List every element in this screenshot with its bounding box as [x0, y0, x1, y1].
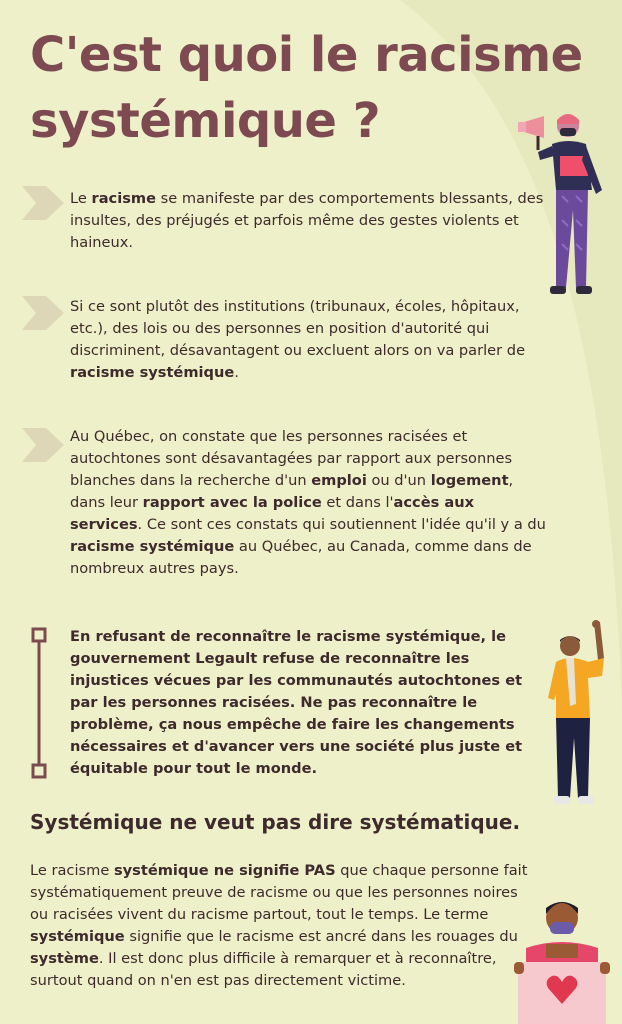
text-run: . Il est donc plus difficile à remarquer et à reconnaître, surtout quand on n'en est pas directement victime. — [30, 950, 497, 989]
person-megaphone-illustration — [516, 110, 608, 302]
person-raised-fist-illustration — [540, 618, 612, 810]
section-subtitle: Systémique ne veut pas dire systématique. — [30, 810, 521, 834]
text-run: Le — [70, 190, 92, 207]
text-run: . — [234, 364, 239, 381]
text-run: au Québec, au Canada, comme dans de nombreux autres pays. — [70, 538, 532, 577]
text-run: , dans leur — [70, 472, 514, 511]
quote-text: En refusant de reconnaître le racisme systémique, le gouvernement Legault refuse de reconnaître les injustices vécues par les communautés autochtones et par les personnes racisées. Ne pas reconnaître le problème, ça nous empêche de faire les changements nécessaires et d'avancer vers une société plus juste et équitable pour tout le monde. — [70, 628, 523, 777]
text-run: se manifeste par des comportements blessants, des insultes, des préjugés et parfois même des gestes violents et haineux. — [70, 190, 544, 251]
page-title: C'est quoi le racisme systémique ? — [30, 27, 583, 149]
bold-text: logement — [430, 472, 509, 489]
point-paragraph-3 — [70, 426, 550, 580]
text-run: Si ce sont plutôt des institutions (tribunaux, écoles, hôpitaux, etc.), des lois ou des personnes en position d'autorité qui discriminent, désavantagent ou excluent alors on va parler de — [70, 298, 526, 359]
text-run: signifie que le racisme est ancré dans les rouages du — [124, 928, 518, 945]
quote-bar-icon — [30, 626, 50, 780]
bold-text: systémique — [30, 928, 125, 945]
bold-text: système — [30, 950, 99, 967]
text-run: et dans l' — [321, 494, 394, 511]
final-paragraph — [30, 860, 530, 992]
text-run: ou d'un — [366, 472, 431, 489]
bold-text: emploi — [311, 472, 367, 489]
text-run: . Ce sont ces constats qui soutiennent l'idée qu'il y a du — [137, 516, 546, 533]
chevron-arrow-icon — [22, 428, 64, 462]
person-heart-sign-illustration — [514, 896, 610, 1024]
text-run: Le racisme — [30, 862, 114, 879]
point-paragraph-1 — [70, 188, 550, 254]
text-run: que chaque personne fait systématiquement preuve de racisme ou que les personnes noires ou racisées vivent du racisme partout, tout le temps. Le terme — [30, 862, 528, 923]
bold-text: racisme systémique — [70, 364, 235, 381]
bold-text: racisme systémique — [70, 538, 235, 555]
bold-text: accès aux services — [70, 494, 475, 533]
bold-text: rapport avec la police — [142, 494, 322, 511]
bold-text: racisme — [91, 190, 156, 207]
bold-text: systémique ne signifie PAS — [113, 862, 336, 879]
point-paragraph-2 — [70, 296, 550, 384]
chevron-arrow-icon — [22, 296, 64, 330]
text-run: Au Québec, on constate que les personnes racisées et autochtones sont désavantagées par rapport aux personnes blanches dans la recherche d'un — [70, 428, 513, 489]
chevron-arrow-icon — [22, 186, 64, 220]
